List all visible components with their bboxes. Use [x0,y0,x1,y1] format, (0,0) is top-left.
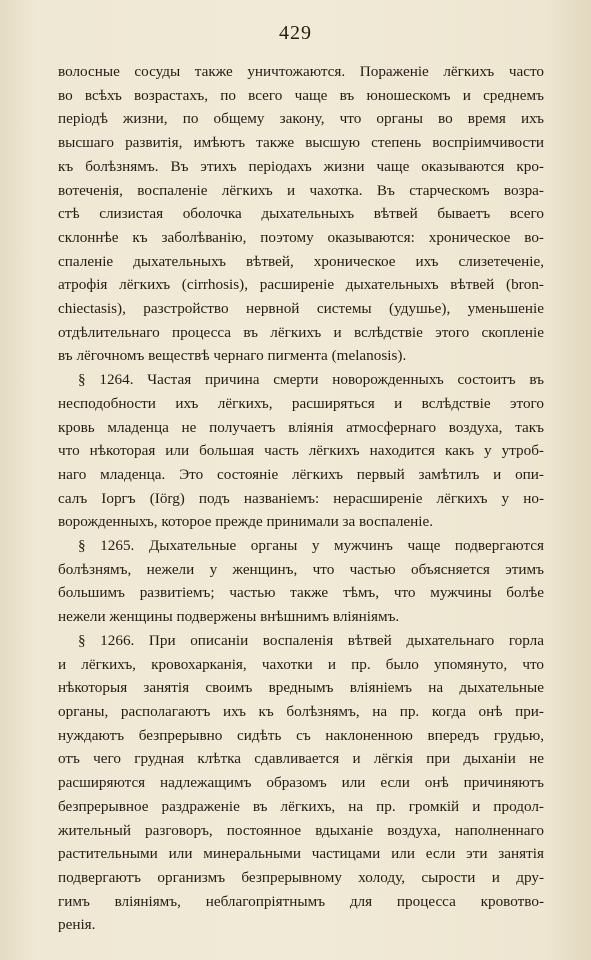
text-line: волосные сосуды также уничтожаются. Пораженiе лёгкихъ часто [58,63,544,80]
paragraph-p2 [58,368,544,534]
text-line: несподобности ихъ лёгкихъ, расширяться и вслѣдствiе этого [58,394,544,412]
text-line: что нѣкоторая или большая часть лёгкихъ находится какъ у утроб- [58,442,544,460]
text-line: перiодѣ жизни, по общему закону, что органы во время ихъ [58,110,544,128]
text-line: нѣкоторыя занятiя своимъ вреднымъ влiянiемъ на дыхательные [58,679,544,697]
text-line: къ болѣзнямъ. Въ этихъ перiодахъ жизни чаще оказываются кро- [58,157,544,175]
text-line: безпрерывное раздраженiе въ лёгкихъ, на пр. громкiй и продол- [58,797,544,815]
text-line: § 1265. Дыхательные органы у мужчинъ чаще подвергаются [78,537,544,555]
text-line: нежели женщины подвержены внѣшнимъ влiянiямъ. [58,608,400,626]
text-line: отдѣлительнаго процесса въ лёгкихъ и вслѣдствiе этого скопленiе [58,323,544,341]
text-line: расширяются надлежащимъ образомъ или если онѣ причиняютъ [58,774,544,792]
text-line: въ лёгочномъ веществѣ чернаго пигмента (melanosis). [58,347,407,365]
text-line: вотеченiя, воспаленiе лёгкихъ и чахотка. Въ старческомъ возра- [58,181,544,199]
text-line: chiectasis), разстройство нервной системы (удушье), уменьшенiе [58,300,544,318]
text-line: ворожденныхъ, которое прежде принимали за воспаленiе. [58,513,434,531]
text-line: салъ Iоргъ (Iörg) подъ названiемъ: нерасширенiе лёгкихъ у но- [58,489,544,507]
text-line: и лёгкихъ, кровохарканiя, чахотки и пр. было упомянуто, что [58,655,544,673]
text-line: склоннѣе къ заболѣванiю, поэтому оказываются: хроническое во- [58,228,544,246]
text-line: растительными или минеральными частицами или если эти занятiя [58,845,544,863]
text-line: высшаго развитiя, имѣютъ также высшую степень воспрiимчивости [58,134,544,152]
text-line: § 1264. Частая причина смерти новорожденныхъ состоитъ въ [78,371,544,389]
text-line: § 1266. При описанiи воспаленiя вѣтвей дыхательнаго горла [78,631,544,649]
text-line: большимъ развитiемъ; частью также тѣмъ, что мужчины болѣе [58,584,544,602]
paragraph-p3 [58,534,544,629]
text-line: болѣзнямъ, нежели у женщинъ, что частью объясняется этимъ [58,560,544,578]
text-line: спаленiе дыхательныхъ вѣтвей, хроническое ихъ слизетеченiе, [58,252,544,270]
text-line: органы, располагаютъ ихъ къ болѣзнямъ, на пр. когда онѣ при- [58,702,544,720]
text-line: во всѣхъ возрастахъ, по всего чаще въ юношескомъ и среднемъ [58,86,544,104]
text-line: кровь младенца не получаетъ влiянiя атмосфернаго воздуха, такъ [58,418,544,436]
text-line: жительный разговоръ, постоянное вдыханiе воздуха, наполненнаго [58,821,544,839]
text-line: подвергаютъ организмъ безпрерывному холоду, сырости и дру- [58,868,544,886]
page-number: 429 [279,22,312,44]
text-line: наго младенца. Это состоянiе лёгкихъ первый замѣтилъ и опи- [58,465,544,483]
text-line: отъ чего грудная клѣтка сдавливается и лёгкiя при дыханiи не [58,750,544,768]
text-line: ренiя. [58,916,96,934]
paragraph-p1 [58,60,544,368]
page-text [58,60,544,937]
text-line: стѣ слизистая оболочка дыхательныхъ вѣтвей бываетъ всего [58,205,544,223]
text-line: нуждаютъ безпрерывно сидѣть съ наклоненною впередъ грудью, [58,726,544,744]
text-line: гимъ влiянiямъ, неблагопрiятнымъ для процесса кровотво- [58,892,544,910]
text-line: атрофiя лёгкихъ (cirrhosis), расширенiе дыхательныхъ вѣтвей (bron- [58,276,544,294]
paragraph-p4 [58,629,544,937]
